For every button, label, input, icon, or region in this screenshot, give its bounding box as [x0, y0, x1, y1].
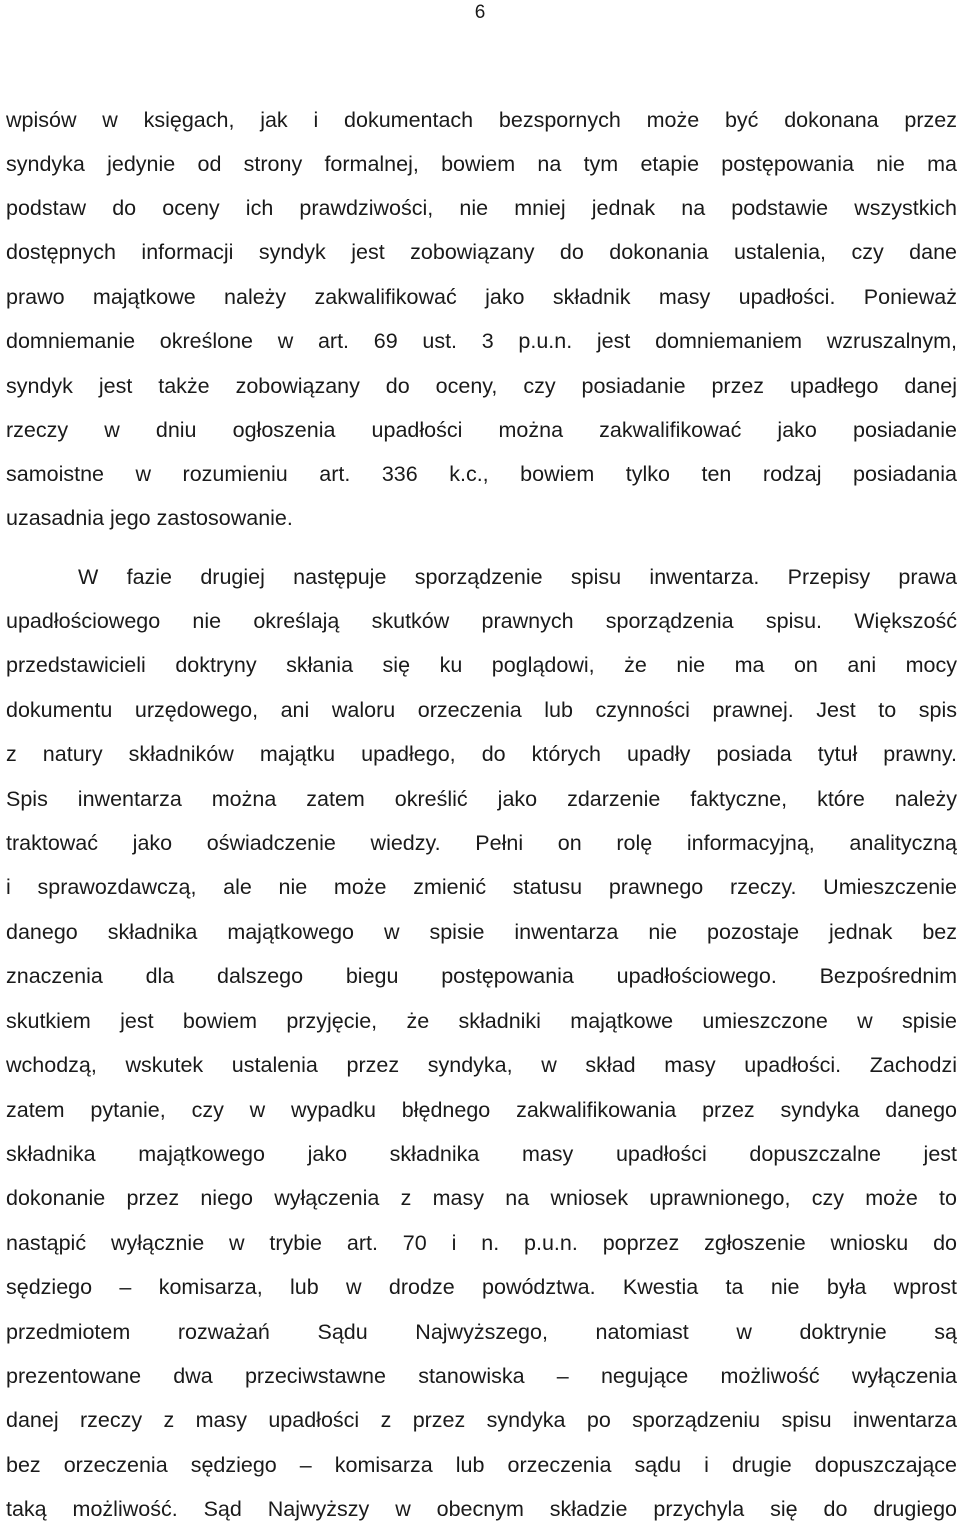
text-line: z natury składników majątku upadłego, do których upadły posiada tytuł prawny. [6, 742, 957, 766]
text-line: domniemanie określone w art. 69 ust. 3 p.u.n. jest domniemaniem wzruszalnym, [6, 329, 957, 353]
text-line: bez orzeczenia sędziego – komisarza lub orzeczenia sądu i drugie dopuszczające [6, 1453, 957, 1477]
page-number: 6 [474, 2, 486, 23]
text-line: samoistne w rozumieniu art. 336 k.c., bowiem tylko ten rodzaj posiadania [6, 462, 957, 486]
text-line: dokonanie przez niego wyłączenia z masy na wniosek uprawnionego, czy może to [6, 1186, 957, 1210]
text-line: wpisów w księgach, jak i dokumentach bezspornych może być dokonana przez [6, 108, 957, 132]
text-line: upadłościowego nie określają skutków prawnych sporządzenia spisu. Większość [6, 609, 957, 633]
text-line: i sprawozdawczą, ale nie może zmienić statusu prawnego rzeczy. Umieszczenie [6, 875, 957, 899]
text-line: nastąpić wyłącznie w trybie art. 70 i n. p.u.n. poprzez zgłoszenie wniosku do [6, 1231, 957, 1255]
text-line: skutkiem jest bowiem przyjęcie, że składniki majątkowe umieszczone w spisie [6, 1009, 957, 1033]
text-line: uzasadnia jego zastosowanie. [6, 506, 293, 530]
text-line: traktować jako oświadczenie wiedzy. Pełni on rolę informacyjną, analityczną [6, 831, 957, 855]
text-line: rzeczy w dniu ogłoszenia upadłości można zakwalifikować jako posiadanie [6, 418, 957, 442]
text-line: danej rzeczy z masy upadłości z przez syndyka po sporządzeniu spisu inwentarza [6, 1408, 957, 1432]
text-line: znaczenia dla dalszego biegu postępowania upadłościowego. Bezpośrednim [6, 964, 957, 988]
text-line: prezentowane dwa przeciwstawne stanowiska – negujące możliwość wyłączenia [6, 1364, 957, 1388]
text-line: Spis inwentarza można zatem określić jako zdarzenie faktyczne, które należy [6, 787, 957, 811]
paragraph-first-line: W fazie drugiej następuje sporządzenie spisu inwentarza. Przepisy prawa [78, 565, 957, 589]
text-line: przedstawicieli doktryny skłania się ku poglądowi, że nie ma on ani mocy [6, 653, 957, 677]
text-line: syndyka jedynie od strony formalnej, bowiem na tym etapie postępowania nie ma [6, 152, 957, 176]
text-line: podstaw do oceny ich prawdziwości, nie mniej jednak na podstawie wszystkich [6, 196, 957, 220]
text-line: dokumentu urzędowego, ani waloru orzeczenia lub czynności prawnej. Jest to spis [6, 698, 957, 722]
text-line: danego składnika majątkowego w spisie inwentarza nie pozostaje jednak bez [6, 920, 957, 944]
text-line: syndyk jest także zobowiązany do oceny, czy posiadanie przez upadłego danej [6, 374, 957, 398]
text-line: sędziego – komisarza, lub w drodze powództwa. Kwestia ta nie była wprost [6, 1275, 957, 1299]
text-line: zatem pytanie, czy w wypadku błędnego zakwalifikowania przez syndyka danego [6, 1098, 957, 1122]
text-line: taką możliwość. Sąd Najwyższy w obecnym składzie przychyla się do drugiego [6, 1497, 957, 1521]
text-line: wchodzą, wskutek ustalenia przez syndyka, w skład masy upadłości. Zachodzi [6, 1053, 957, 1077]
text-line: prawo majątkowe należy zakwalifikować jako składnik masy upadłości. Ponieważ [6, 285, 957, 309]
text-line: dostępnych informacji syndyk jest zobowiązany do dokonania ustalenia, czy dane [6, 240, 957, 264]
text-line: przedmiotem rozważań Sądu Najwyższego, natomiast w doktrynie są [6, 1320, 957, 1344]
text-line: składnika majątkowego jako składnika masy upadłości dopuszczalne jest [6, 1142, 957, 1166]
